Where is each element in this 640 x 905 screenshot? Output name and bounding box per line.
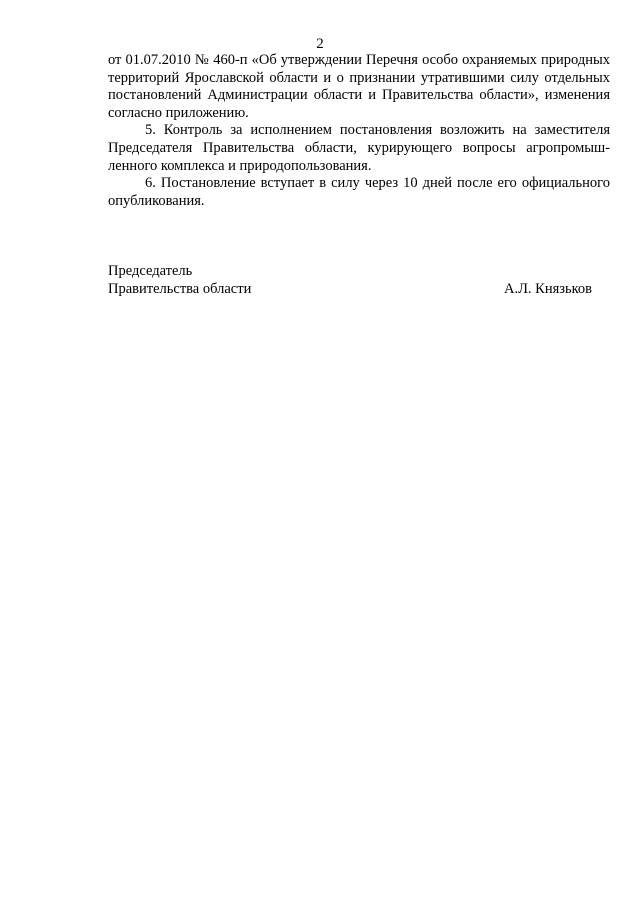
signature-block bbox=[108, 262, 592, 298]
signatory-name: А.Л. Князьков bbox=[503, 281, 592, 297]
signature-title-line2: Правительства области bbox=[108, 281, 252, 297]
signature-title-line1: Председатель bbox=[108, 263, 193, 279]
document-body bbox=[108, 52, 610, 210]
signature-row bbox=[108, 280, 592, 298]
paragraph-5: 5. Контроль за исполнением постановления возложить на заместителя Председателя Правительства области, курирующего вопросы агропромышленного комплекса и природопользования. bbox=[108, 122, 610, 174]
paragraph-6: 6. Постановление вступает в силу через 10 дней после его официального опубликования. bbox=[108, 175, 610, 209]
page-number: 2 bbox=[316, 36, 324, 52]
paragraph-continuation: от 01.07.2010 № 460-п «Об утверждении Перечня особо охраняемых природных территорий Ярославской области и о признании утратившими силу отдельных постановлений Администрации области и Правительства области», изменения согласно приложению. bbox=[108, 52, 610, 121]
